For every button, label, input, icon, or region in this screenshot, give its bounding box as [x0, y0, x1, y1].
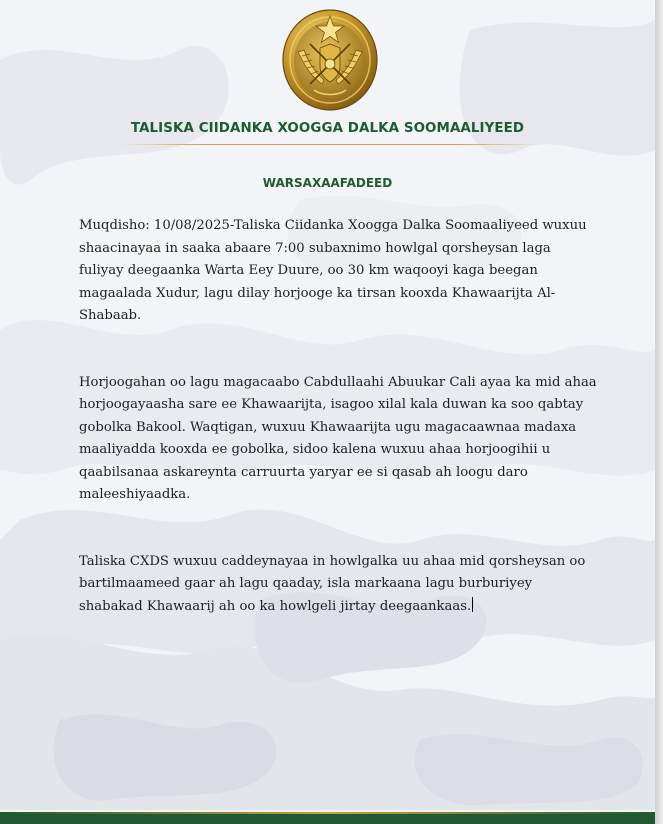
document-title: WARSAXAAFADEED	[262, 176, 393, 190]
press-release-body[interactable]	[79, 215, 599, 618]
header-divider	[120, 144, 540, 145]
page-edge-shadow	[655, 0, 663, 824]
military-crest-icon	[280, 4, 380, 112]
paragraph-3-text[interactable]: Taliska CXDS wuxuu caddeynayaa in howlgalka uu ahaa mid qorsheysan oo bartilmaameed gaar ah lagu qaaday, isla markaana lagu burburiyey shabakad Khawaarij ah oo ka howlgeli jirtay deegaankaas.	[79, 553, 586, 614]
paragraph-1[interactable]: Muqdisho: 10/08/2025-Taliska Ciidanka Xoogga Dalka Soomaaliyeed wuxuu shaacinayaa in saaka abaare 7:00 subaxnimo howlgal qorsheysan laga fuliyay deegaanka Warta Eey Duure, oo 30 km waqooyi kaga beegan magaalada Xudur, lagu dilay horjooge ka tirsan kooxda Khawaarijta Al-Shabaab.	[79, 218, 587, 323]
organization-name: TALISKA CIIDANKA XOOGGA DALKA SOOMAALIYEED	[130, 121, 525, 136]
footer-bar	[0, 814, 655, 824]
text-cursor	[472, 597, 473, 612]
paragraph-3[interactable]	[79, 551, 599, 619]
paragraph-2[interactable]: Horjoogahan oo lagu magacaabo Cabdullaahi Abuukar Cali ayaa ka mid ahaa horjoogayaasha sare ee Khawaarijta, isagoo xilal kala duwan ka soo qabtay gobolka Bakool. Waqtigan, wuxuu Khawaarijta ugu magacaawnaa madaxa maaliyadda kooxda ee gobolka, sidoo kalena wuxuu ahaa horjoogihii u qaabilsanaa askareynta carruurta yaryar ee si qasab ah loogu daro maleeshiyaadka.	[79, 374, 597, 502]
